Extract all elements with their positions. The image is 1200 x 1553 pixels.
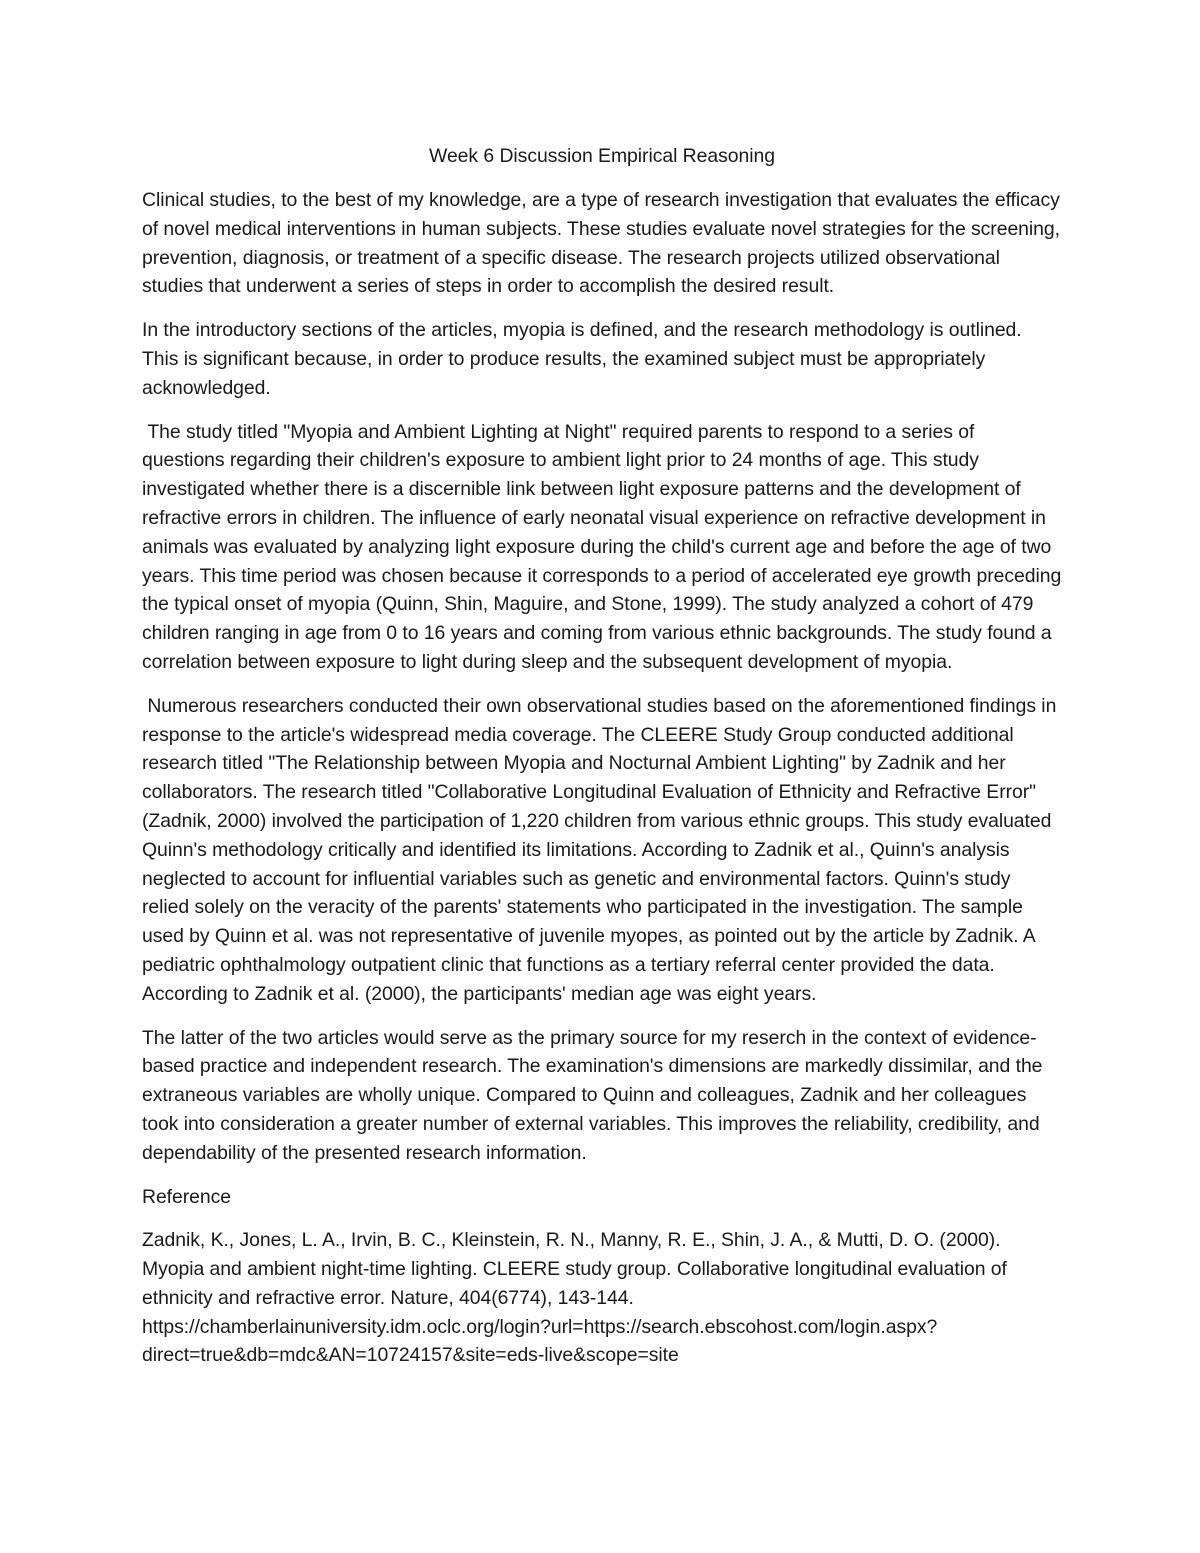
- reference-url-line-1[interactable]: https://chamberlainuniversity.idm.oclc.org/login?url=https://search.ebscohost.com/login.aspx?: [142, 1315, 938, 1338]
- paragraph-cleere-study: Numerous researchers conducted their own observational studies based on the aforementioned findings in response to the article's widespread media coverage. The CLEERE Study Group conducted additional research titled "The Relationship between Myopia and Nocturnal Ambient Lighting" by Zadnik and her collaborators. The research titled "Collaborative Longitudinal Evaluation of Ethnicity and Refractive Error" (Zadnik, 2000) involved the participation of 1,220 children from various ethnic groups. This study evaluated Quinn's methodology critically and identified its limitations. According to Zadnik et al., Quinn's analysis neglected to account for influential variables such as genetic and environmental factors. Quinn's study relied solely on the veracity of the parents' statements who participated in the investigation. The sample used by Quinn et al. was not representative of juvenile myopes, as pointed out by the article by Zadnik. A pediatric ophthalmology outpatient clinic that functions as a tertiary referral center provided the data. According to Zadnik et al. (2000), the participants' median age was eight years.: [142, 694, 1062, 1005]
- paragraph-clinical-studies: Clinical studies, to the best of my knowledge, are a type of research investigation that evaluates the efficacy of novel medical interventions in human subjects. These studies evaluate novel strategies for the screening, prevention, diagnosis, or treatment of a specific disease. The research projects utilized observational studies that underwent a series of steps in order to accomplish the desired result.: [142, 189, 1060, 298]
- document-body: [142, 140, 1067, 1370]
- reference-citation: Zadnik, K., Jones, L. A., Irvin, B. C., Kleinstein, R. N., Manny, R. E., Shin, J. A., & Mutti, D. O. (2000). Myopia and ambient night-time lighting. CLEERE study group. Collaborative longitudinal evaluation of ethnicity and refractive error. Nature, 404(6774), 143-144.: [142, 1229, 1007, 1309]
- paragraph-introductory-sections: In the introductory sections of the articles, myopia is defined, and the research methodology is outlined. This is significant because, in order to produce results, the examined subject must be appropriately acknowledged.: [142, 319, 1022, 399]
- paragraph-myopia-ambient-lighting: The study titled "Myopia and Ambient Lighting at Night" required parents to respond to a series of questions regarding their children's exposure to ambient light prior to 24 months of age. This study investigated whether there is a discernible link between light exposure patterns and the development of refractive errors in children. The influence of early neonatal visual experience on refractive development in animals was evaluated by analyzing light exposure during the child's current age and before the age of two years. This time period was chosen because it corresponds to a period of accelerated eye growth preceding the typical onset of myopia (Quinn, Shin, Maguire, and Stone, 1999). The study analyzed a cohort of 479 children ranging in age from 0 to 16 years and coming from various ethnic backgrounds. The study found a correlation between exposure to light during sleep and the subsequent development of myopia.: [142, 420, 1067, 673]
- reference-url-line-2[interactable]: direct=true&db=mdc&AN=10724157&site=eds-live&scope=site: [142, 1344, 679, 1367]
- paragraph-primary-source: The latter of the two articles would serve as the primary source for my reserch in the context of evidence-based practice and independent research. The examination's dimensions are markedly dissimilar, and the extraneous variables are wholly unique. Compared to Quinn and colleagues, Zadnik and her colleagues took into consideration a greater number of external variables. This improves the reliability, credibility, and dependability of the presented research information.: [142, 1026, 1043, 1164]
- reference-entry: [142, 1226, 1062, 1370]
- reference-heading: Reference: [142, 1185, 232, 1208]
- document-title: Week 6 Discussion Empirical Reasoning: [429, 145, 775, 167]
